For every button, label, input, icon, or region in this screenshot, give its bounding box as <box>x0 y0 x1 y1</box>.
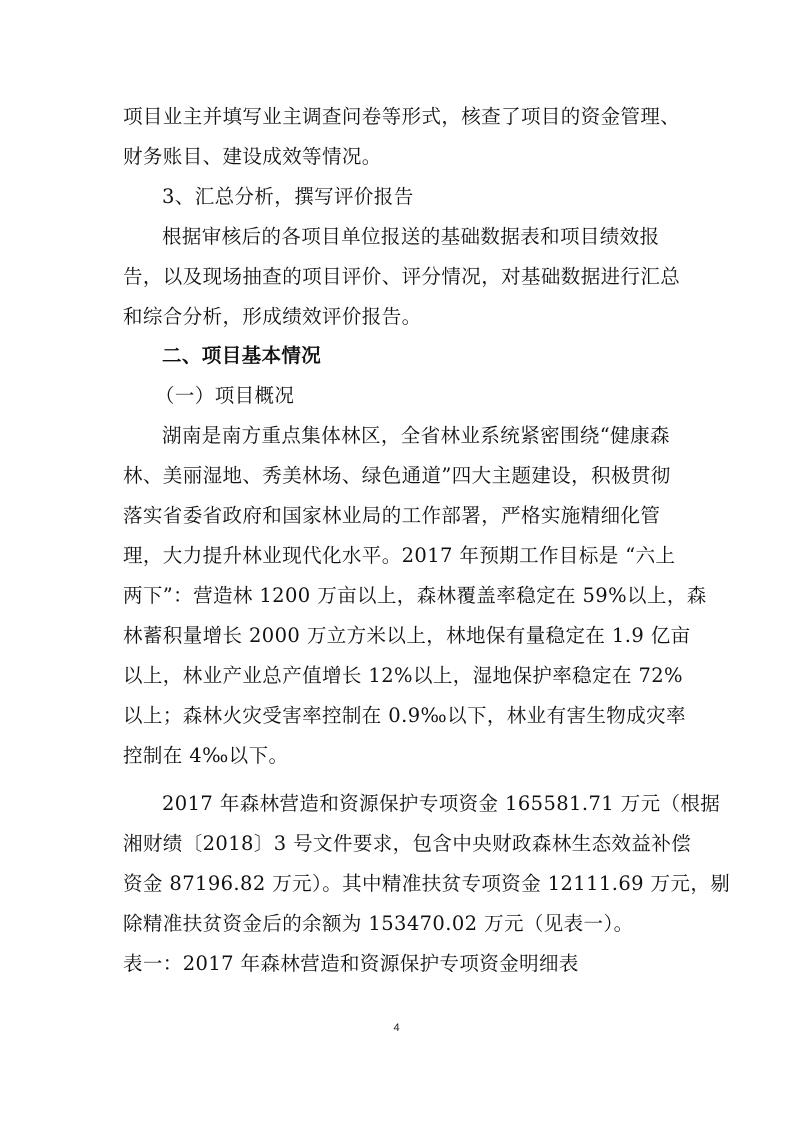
paragraph-line: 落实省委省政府和国家林业局的工作部署，严格实施精细化管 <box>123 504 661 527</box>
subsection-heading: 3、汇总分析，撰写评价报告 <box>162 185 414 208</box>
paragraph-line: 控制在 4‰以下。 <box>123 744 289 767</box>
paragraph-line: 和综合分析，形成绩效评价报告。 <box>123 305 422 328</box>
paragraph-line: 理，大力提升林业现代化水平。2017 年预期工作目标是 “六上 <box>123 544 676 567</box>
table-caption: 表一：2017 年森林营造和资源保护专项资金明细表 <box>123 952 579 975</box>
paragraph-line: 林蓄积量增长 2000 万立方米以上，林地保有量稳定在 1.9 亿亩 <box>123 624 691 647</box>
paragraph-line: 资金 87196.82 万元）。其中精准扶贫专项资金 12111.69 万元，剔 <box>123 872 731 895</box>
page-number: 4 <box>393 1022 400 1034</box>
subsection-heading: （一）项目概况 <box>155 384 295 407</box>
paragraph-line: 湘财绩〔2018〕3 号文件要求，包含中央财政森林生态效益补偿 <box>123 832 692 855</box>
paragraph-line: 根据审核后的各项目单位报送的基础数据表和项目绩效报 <box>162 225 660 248</box>
paragraph-line: 以上；森林火灾受害率控制在 0.9‰以下，林业有害生物成灾率 <box>123 704 686 727</box>
paragraph-line: 告，以及现场抽查的项目评价、评分情况，对基础数据进行汇总 <box>123 265 681 288</box>
paragraph-line: 除精准扶贫资金后的余额为 153470.02 万元（见表一）。 <box>123 912 634 935</box>
paragraph-line: 项目业主并填写业主调查问卷等形式，核查了项目的资金管理、 <box>123 105 681 128</box>
paragraph-line: 林、美丽湿地、秀美林场、绿色通道”四大主题建设，积极贯彻 <box>123 464 671 487</box>
paragraph-line: 2017 年森林营造和资源保护专项资金 165581.71 万元（根据 <box>162 792 721 815</box>
paragraph-line: 两下”：营造林 1200 万亩以上，森林覆盖率稳定在 59%以上，森 <box>123 584 707 607</box>
paragraph-line: 湖南是南方重点集体林区，全省林业系统紧密围绕“健康森 <box>162 424 670 447</box>
paragraph-line: 财务账目、建设成效等情况。 <box>123 145 382 168</box>
paragraph-line: 以上，林业产业总产值增长 12%以上，湿地保护率稳定在 72% <box>123 664 683 687</box>
section-heading: 二、项目基本情况 <box>162 344 322 367</box>
